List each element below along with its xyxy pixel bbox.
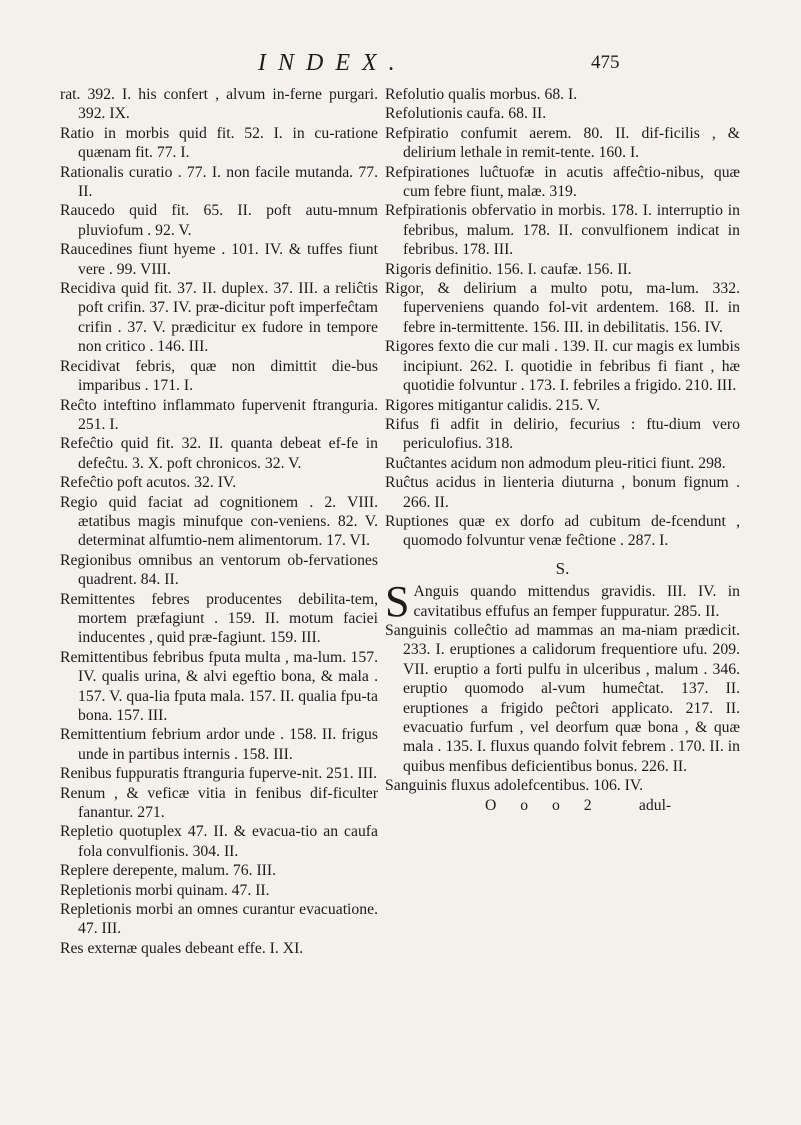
index-entry: Refpirationis obfervatio in morbis. 178. I. interruptio in febribus, malum. 178. II. convulfionem indicat in febribus. 178. III. xyxy=(385,202,740,259)
index-entry: Recidivat febris, quæ non dimittit die-bus imparibus . 171. I. xyxy=(60,357,378,395)
index-entry: Raucedines fiunt hyeme . 101. IV. & tuffes fiunt vere . 99. VIII. xyxy=(60,241,378,278)
index-entry: Sanguinis fluxus adolefcentibus. 106. IV. xyxy=(385,777,644,795)
left-column xyxy=(60,85,378,958)
index-entry: Replere derepente, malum. 76. III. xyxy=(60,862,277,880)
index-entry: Raucedo quid fit. 65. II. poft autu-mnum pluviofum . 92. V. xyxy=(60,202,378,239)
index-entry: Refolutio qualis morbus. 68. I. xyxy=(385,86,578,103)
signature-mark: O o o 2 xyxy=(485,796,602,814)
index-entry: Ruĉtus acidus in lienteria diuturna , bonum fignum . 266. II. xyxy=(385,474,740,511)
footer-line xyxy=(385,796,740,815)
index-entry: Refolutionis caufa. 68. II. xyxy=(385,105,547,123)
index-entry: Rigores fexto die cur mali . 139. II. cur magis ex lumbis incipiunt. 262. I. quotidie in febribus fi fiant , hæ quotidie folvuntur . 173. I. febriles a frigido. 210. III. xyxy=(385,338,740,395)
drop-cap-entry-text: Anguis quando mittendus gravidis. III. IV. in cavitatibus effufus an femper fuppuratur. 285. II. xyxy=(413,583,740,620)
index-entry: Ratio in morbis quid fit. 52. I. in cu-ratione quænam fit. 77. I. xyxy=(60,124,378,162)
catchword: adul- xyxy=(638,796,672,814)
section-heading: S. xyxy=(555,558,570,578)
page-number: 475 xyxy=(591,52,620,73)
index-entry: Rigor, & delirium a multo potu, ma-lum. 332. fuperveniens quando fol-vit ardentem. 168. II. in febre in-termittente. 156. III. in debilitatis. 156. IV. xyxy=(385,280,740,336)
index-entry: Regio quid faciat ad cognitionem . 2. VIII. ætatibus magis minufque con-veniens. 82. V. determinat alfumtio-nem alimentorum. 17. VI. xyxy=(60,493,378,550)
index-entry: Sanguinis colleĉtio ad mammas an ma-niam prædicit. 233. I. eruptiones a calidorum frequentiore ufu. 209. VII. eruptio a forti pulfu in ulceribus , malum . 346. eruptio quomodo al-vum humeĉtat. 137. II. eruptiones a frigido peĉtori applicato. 217. II. evacuatio furfum , vel deorfum quæ bona , & quæ mala . 135. I. fluxus quando folvit febrem . 170. II. in quibus menfibus deficientibus bonus. 226. II. xyxy=(385,621,740,775)
index-entry: Rifus fi adfit in delirio, fecurius : ftu-dium vero periculofius. 318. xyxy=(385,415,740,453)
index-entry: Ruĉtantes acidum non admodum pleu-ritici fiunt. 298. xyxy=(385,454,726,472)
index-entry: Repletio quotuplex 47. II. & evacua-tio an caufa fola convulfionis. 304. II. xyxy=(60,823,378,860)
index-entry: Res externæ quales debeant effe. I. XI. xyxy=(60,939,304,957)
index-entry: Ruptiones quæ ex dorfo ad cubitum de-fcendunt , quomodo folvuntur venæ feĉtione . 287. I. xyxy=(385,512,740,550)
running-title: INDEX. xyxy=(258,50,407,76)
drop-cap: S xyxy=(385,577,410,627)
index-entry: Remittentium febrium ardor unde . 158. II. frigus unde in partibus internis . 158. III. xyxy=(60,726,378,763)
index-entry: Remittentes febres producentes debilita-tem, mortem præfagiunt . 159. II. motum faciei inducentes , quid præ-fagiunt. 159. III. xyxy=(60,590,378,647)
index-entry: rat. 392. I. his confert , alvum in-ferne purgari. 392. IX. xyxy=(60,86,378,123)
index-entry: Rigoris definitio. 156. I. caufæ. 156. II. xyxy=(385,260,632,278)
index-entry: Refeĉtio quid fit. 32. II. quanta debeat ef-fe in defeĉtu. 3. X. poft chronicos. 32. V. xyxy=(60,435,378,472)
index-entry: Refeĉtio poft acutos. 32. IV. xyxy=(60,474,237,492)
index-entry: Renibus fuppuratis ftranguria fuperve-nit. 251. III. xyxy=(60,765,378,783)
index-entry: Regionibus omnibus an ventorum ob-fervationes quadrent. 84. II. xyxy=(60,551,378,589)
index-entry: Refpirationes luĉtuofæ in acutis affeĉtio-nibus, quæ cum febre fiunt, malæ. 319. xyxy=(385,163,740,201)
index-entry: Refpiratio confumit aerem. 80. II. dif-ficilis , & delirium lethale in remit-tente. 160. I. xyxy=(385,124,740,162)
index-entry: Recidiva quid fit. 37. II. duplex. 37. III. a reliĉtis poft crifin. 37. IV. præ-dicitur poft imperfeĉtam crifin . 37. V. prædicitur ex fudore in tempore non critico . 146. III. xyxy=(60,280,378,356)
right-column xyxy=(385,85,740,815)
index-entry: Renum , & veficæ vitia in fenibus dif-ficulter fanantur. 271. xyxy=(60,784,378,822)
page-header xyxy=(0,50,801,80)
index-entry: Reĉto inteftino inflammato fupervenit ftranguria. 251. I. xyxy=(60,396,378,433)
index-entry: Rigores mitigantur calidis. 215. V. xyxy=(385,396,601,414)
index-entry: Repletionis morbi quinam. 47. II. xyxy=(60,881,270,899)
drop-cap-entry xyxy=(385,577,740,627)
index-entry: Repletionis morbi an omnes curantur evacuatione. 47. III. xyxy=(60,901,378,938)
index-entry: Remittentibus febribus fputa multa , ma-lum. 157. IV. qualis urina, & alvi egeftio bona, & mala . 157. V. qua-lia fputa mala. 157. II. qualia fpu-ta bona. 157. III. xyxy=(60,648,378,724)
index-entry: Rationalis curatio . 77. I. non facile mutanda. 77. II. xyxy=(60,163,378,201)
